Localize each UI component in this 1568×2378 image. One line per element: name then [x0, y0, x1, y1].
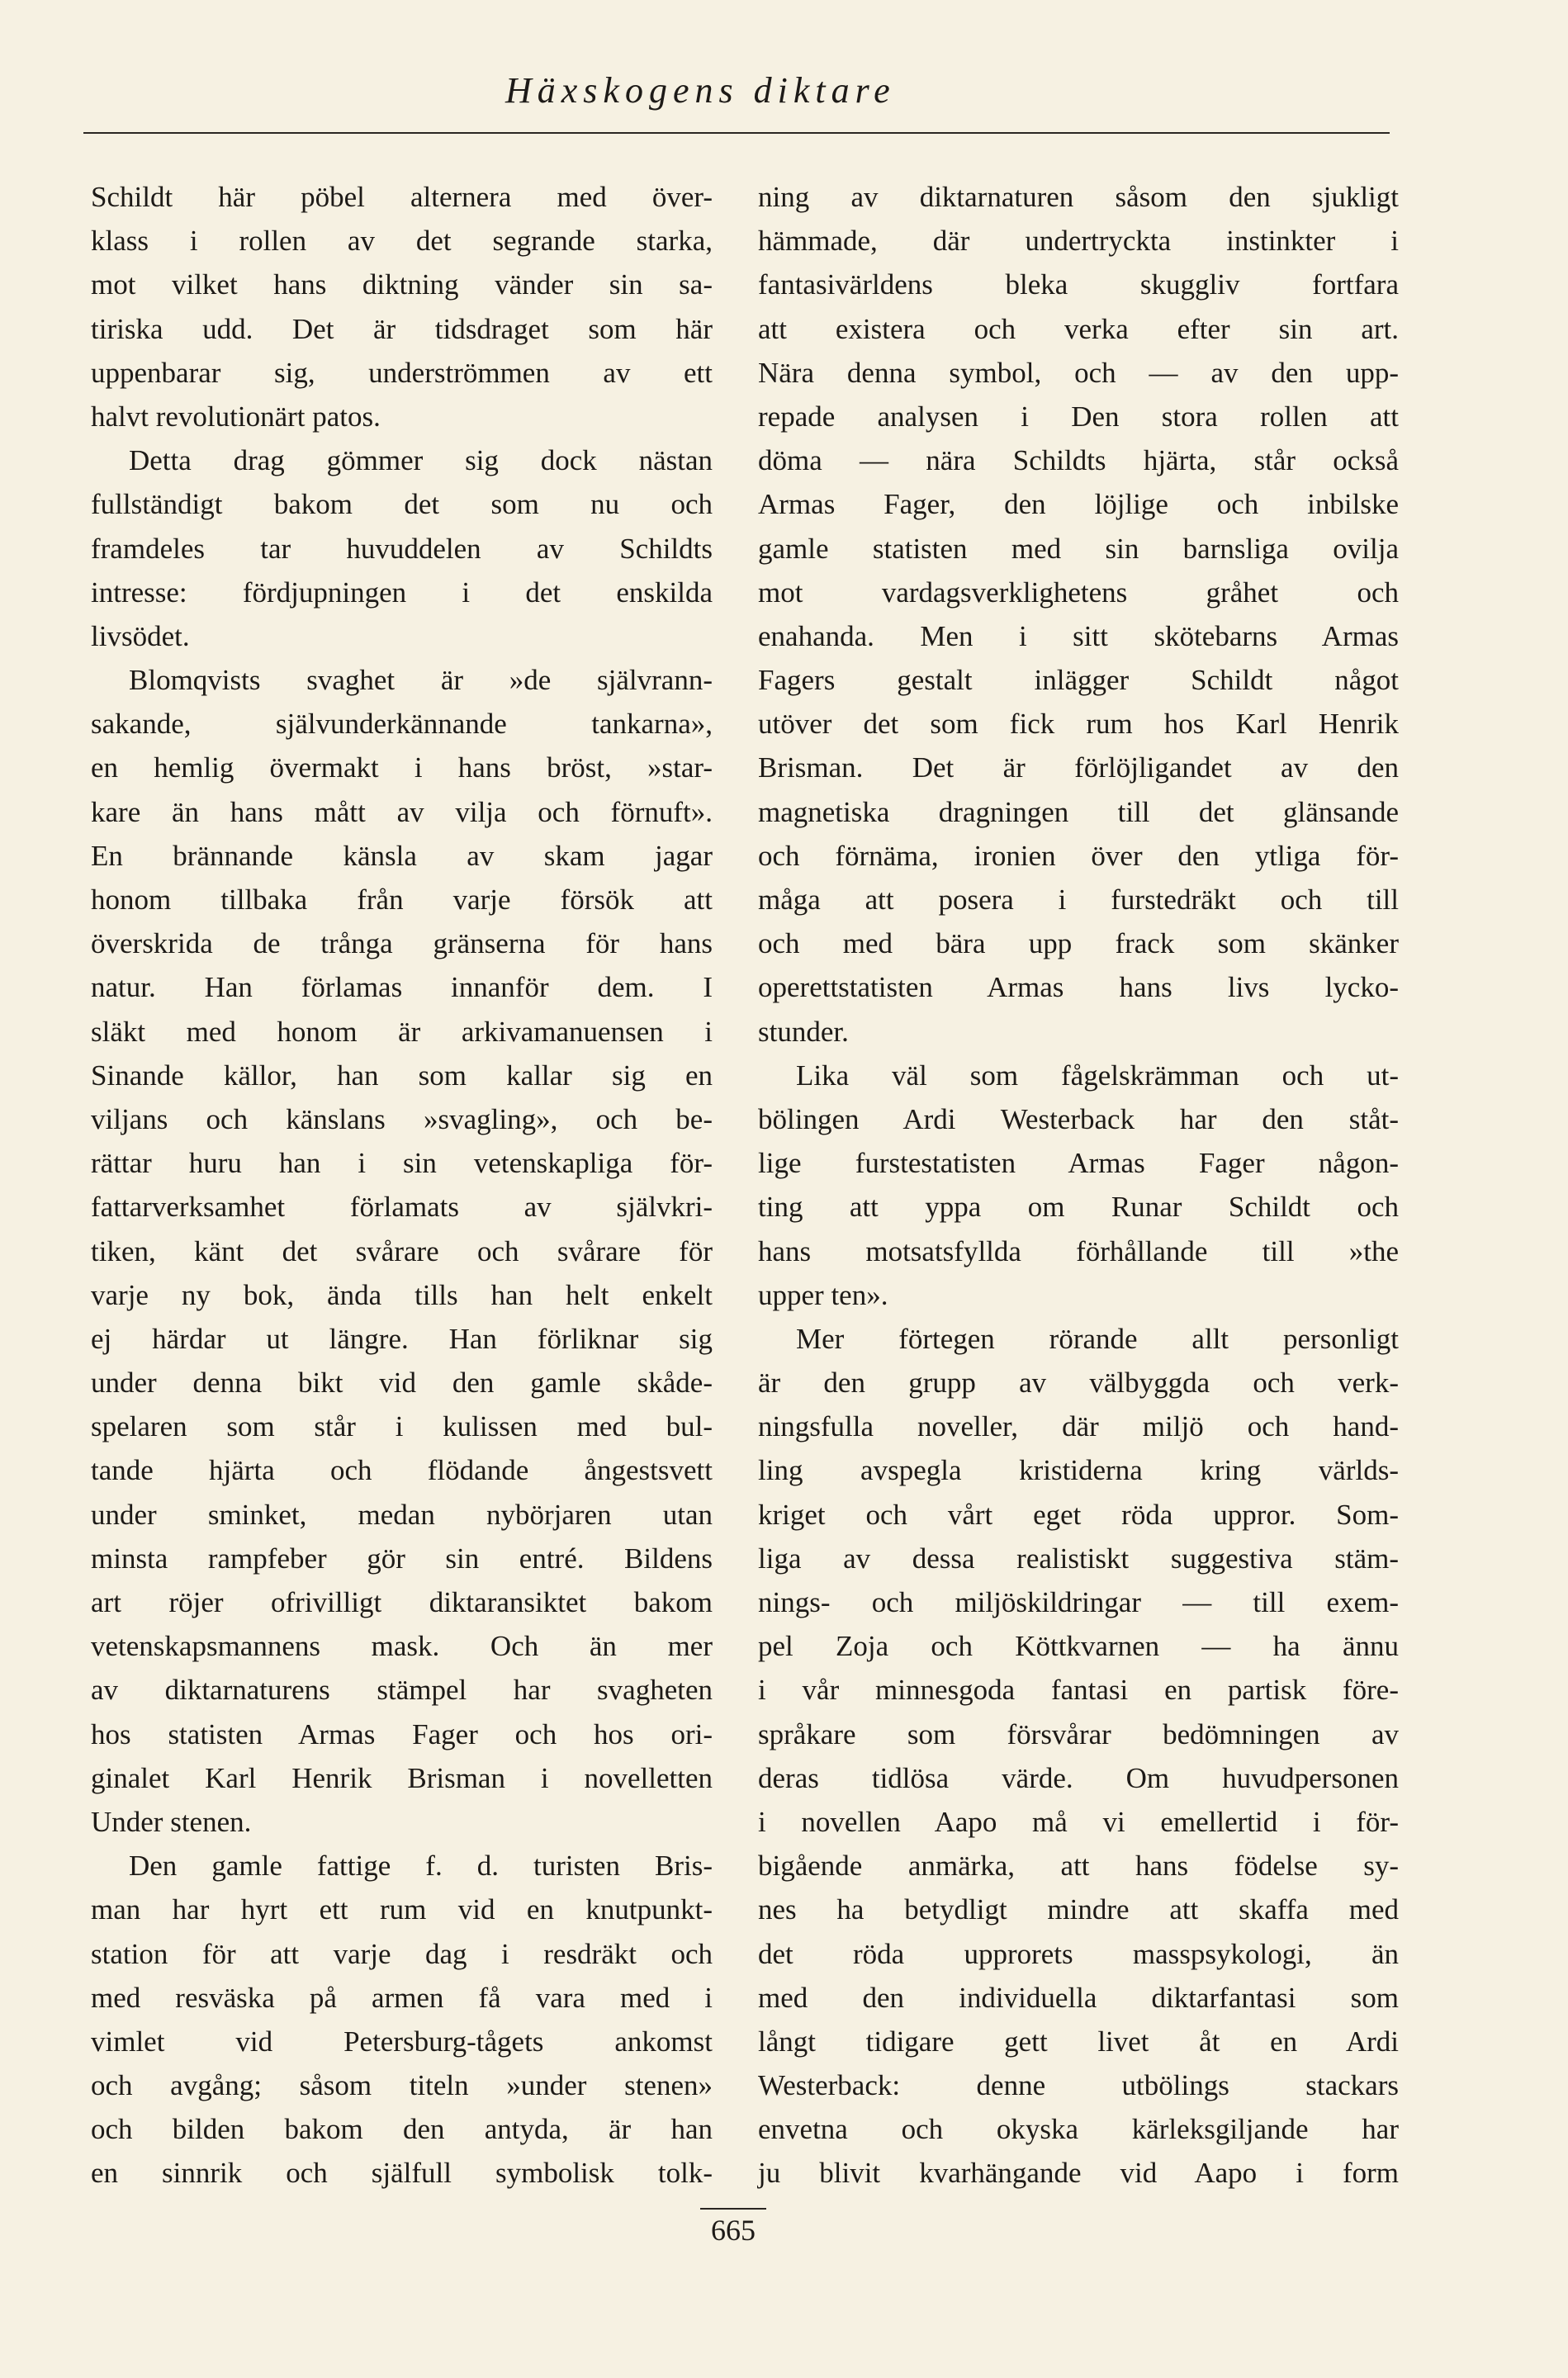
- text-line: envetna och okyska kärleksgiljande har: [758, 2113, 1399, 2146]
- text-line: kare än hans mått av vilja och förnuft».: [91, 795, 713, 828]
- text-line: är den grupp av välbyggda och verk-: [758, 1367, 1399, 1400]
- text-line: ling avspegla kristiderna kring världs-: [758, 1454, 1399, 1487]
- text-line: uppenbarar sig, underströmmen av ett: [91, 356, 713, 389]
- text-line: mot vilket hans diktning vänder sin sa-: [91, 268, 713, 301]
- text-line: nings- och miljöskildringar — till exem-: [758, 1586, 1399, 1618]
- text-line: minsta rampfeber gör sin entré. Bildens: [91, 1542, 713, 1575]
- text-line: Under stenen.: [91, 1805, 252, 1838]
- text-line: Detta drag gömmer sig dock nästan: [129, 444, 713, 477]
- text-line: en sinnrik och själfull symbolisk tolk-: [91, 2157, 713, 2190]
- text-line: enahanda. Men i sitt skötebarns Armas: [758, 619, 1399, 652]
- text-line: av diktarnaturens stämpel har svagheten: [91, 1674, 713, 1707]
- text-line: och avgång; såsom titeln »under stenen»: [91, 2069, 713, 2102]
- text-line: bölingen Ardi Westerback har den ståt-: [758, 1102, 1399, 1135]
- text-line: i novellen Aapo må vi emellertid i för-: [758, 1805, 1399, 1838]
- text-line: Lika väl som fågelskrämman och ut-: [796, 1059, 1399, 1092]
- text-line: ginalet Karl Henrik Brisman i novelletten: [91, 1761, 713, 1794]
- text-column-right: [758, 175, 1399, 2196]
- text-line: operettstatisten Armas hans livs lycko-: [758, 971, 1399, 1004]
- text-line: hämmade, där undertryckta instinkter i: [758, 225, 1399, 258]
- text-line: honom tillbaka från varje försök att: [91, 883, 713, 916]
- text-line: långt tidigare gett livet åt en Ardi: [758, 2025, 1399, 2058]
- text-line: varje ny bok, ända tills han helt enkelt: [91, 1278, 713, 1311]
- text-line: intresse: fördjupningen i det enskilda: [91, 576, 713, 609]
- text-line: upper ten».: [758, 1278, 888, 1311]
- text-line: rättar huru han i sin vetenskapliga för-: [91, 1147, 713, 1180]
- text-line: halvt revolutionärt patos.: [91, 400, 381, 433]
- header-rule: [83, 132, 1390, 134]
- paragraph: [91, 658, 713, 1844]
- text-line: Mer förtegen rörande allt personligt: [796, 1322, 1399, 1355]
- text-line: ting att yppa om Runar Schildt och: [758, 1191, 1399, 1224]
- text-line: ju blivit kvarhängande vid Aapo i form: [758, 2157, 1399, 2190]
- paragraph: [758, 175, 1399, 1054]
- text-line: Westerback: denne utbölings stackars: [758, 2069, 1399, 2102]
- text-line: mot vardagsverklighetens gråhet och: [758, 576, 1399, 609]
- text-line: tiriska udd. Det är tidsdraget som här: [91, 312, 713, 345]
- text-line: spelaren som står i kulissen med bul-: [91, 1410, 713, 1443]
- text-line: natur. Han förlamas innanför dem. I: [91, 971, 713, 1004]
- text-line: gamle statisten med sin barnsliga ovilja: [758, 532, 1399, 565]
- text-line: fantasivärldens bleka skuggliv fortfara: [758, 268, 1399, 301]
- text-line: livsödet.: [91, 619, 190, 652]
- text-line: hans motsatsfyllda förhållande till »the: [758, 1234, 1399, 1267]
- text-line: överskrida de trånga gränserna för hans: [91, 927, 713, 960]
- text-line: Sinande källor, han som kallar sig en: [91, 1059, 713, 1092]
- text-line: man har hyrt ett rum vid en knutpunkt-: [91, 1893, 713, 1926]
- text-line: viljans och känslans »svagling», och be-: [91, 1102, 713, 1135]
- page-number: 665: [711, 2214, 756, 2247]
- text-line: och förnäma, ironien över den ytliga för-: [758, 839, 1399, 872]
- text-line: stunder.: [758, 1015, 849, 1048]
- text-line: med resväska på armen få vara med i: [91, 1981, 713, 2014]
- text-line: ningsfulla noveller, där miljö och hand-: [758, 1410, 1399, 1443]
- text-line: med den individuella diktarfantasi som: [758, 1981, 1399, 2014]
- text-line: måga att posera i furstedräkt och till: [758, 883, 1399, 916]
- text-line: nes ha betydligt mindre att skaffa med: [758, 1893, 1399, 1926]
- text-line: Den gamle fattige f. d. turisten Bris-: [129, 1850, 713, 1883]
- text-line: tande hjärta och flödande ångestsvett: [91, 1454, 713, 1487]
- page-number-rule: [700, 2208, 766, 2210]
- text-line: lige furstestatisten Armas Fager någon-: [758, 1147, 1399, 1180]
- text-line: en hemlig övermakt i hans bröst, »star-: [91, 751, 713, 784]
- text-line: repade analysen i Den stora rollen att: [758, 400, 1399, 433]
- text-line: magnetiska dragningen till det glänsande: [758, 795, 1399, 828]
- paragraph: [91, 438, 713, 658]
- text-line: kriget och vårt eget röda uppror. Som-: [758, 1498, 1399, 1531]
- text-line: det röda upprorets masspsykologi, än: [758, 1937, 1399, 1970]
- text-line: liga av dessa realistiskt suggestiva stäm-: [758, 1542, 1399, 1575]
- text-line: ej härdar ut längre. Han förliknar sig: [91, 1322, 713, 1355]
- text-line: släkt med honom är arkivamanuensen i: [91, 1015, 713, 1048]
- text-line: Blomqvists svaghet är »de självrann-: [129, 664, 713, 697]
- text-line: under sminket, medan nybörjaren utan: [91, 1498, 713, 1531]
- text-line: klass i rollen av det segrande starka,: [91, 225, 713, 258]
- paragraph: [758, 1317, 1399, 2196]
- text-column-left: [91, 175, 713, 2196]
- text-line: tiken, känt det svårare och svårare för: [91, 1234, 713, 1267]
- paragraph: [91, 1844, 713, 2196]
- running-header-title: Häxskogens diktare: [505, 70, 896, 111]
- text-line: Brisman. Det är förlöjligandet av den: [758, 751, 1399, 784]
- paragraph: [758, 1054, 1399, 1317]
- text-line: utöver det som fick rum hos Karl Henrik: [758, 708, 1399, 741]
- text-line: sakande, självunderkännande tankarna»,: [91, 708, 713, 741]
- text-line: och bilden bakom den antyda, är han: [91, 2113, 713, 2146]
- text-line: Armas Fager, den löjlige och inbilske: [758, 488, 1399, 521]
- text-line: fattarverksamhet förlamats av självkri-: [91, 1191, 713, 1224]
- text-line: hos statisten Armas Fager och hos ori-: [91, 1717, 713, 1750]
- text-line: En brännande känsla av skam jagar: [91, 839, 713, 872]
- text-line: vimlet vid Petersburg-tågets ankomst: [91, 2025, 713, 2058]
- text-line: station för att varje dag i resdräkt och: [91, 1937, 713, 1970]
- text-line: framdeles tar huvuddelen av Schildts: [91, 532, 713, 565]
- text-line: bigående anmärka, att hans födelse sy-: [758, 1850, 1399, 1883]
- text-line: deras tidlösa värde. Om huvudpersonen: [758, 1761, 1399, 1794]
- text-line: Fagers gestalt inlägger Schildt något: [758, 664, 1399, 697]
- text-line: vetenskapsmannens mask. Och än mer: [91, 1630, 713, 1663]
- text-line: i vår minnesgoda fantasi en partisk före-: [758, 1674, 1399, 1707]
- text-line: döma — nära Schildts hjärta, står också: [758, 444, 1399, 477]
- text-line: Nära denna symbol, och — av den upp-: [758, 356, 1399, 389]
- text-line: art röjer ofrivilligt diktaransiktet bakom: [91, 1586, 713, 1618]
- text-line: pel Zoja och Köttkvarnen — ha ännu: [758, 1630, 1399, 1663]
- text-line: språkare som försvårar bedömningen av: [758, 1717, 1399, 1750]
- text-line: att existera och verka efter sin art.: [758, 312, 1399, 345]
- text-line: ning av diktarnaturen såsom den sjukligt: [758, 181, 1399, 213]
- text-line: Schildt här pöbel alternera med över-: [91, 181, 713, 213]
- text-line: och med bära upp frack som skänker: [758, 927, 1399, 960]
- paragraph: [91, 175, 713, 438]
- text-line: fullständigt bakom det som nu och: [91, 488, 713, 521]
- text-line: under denna bikt vid den gamle skåde-: [91, 1367, 713, 1400]
